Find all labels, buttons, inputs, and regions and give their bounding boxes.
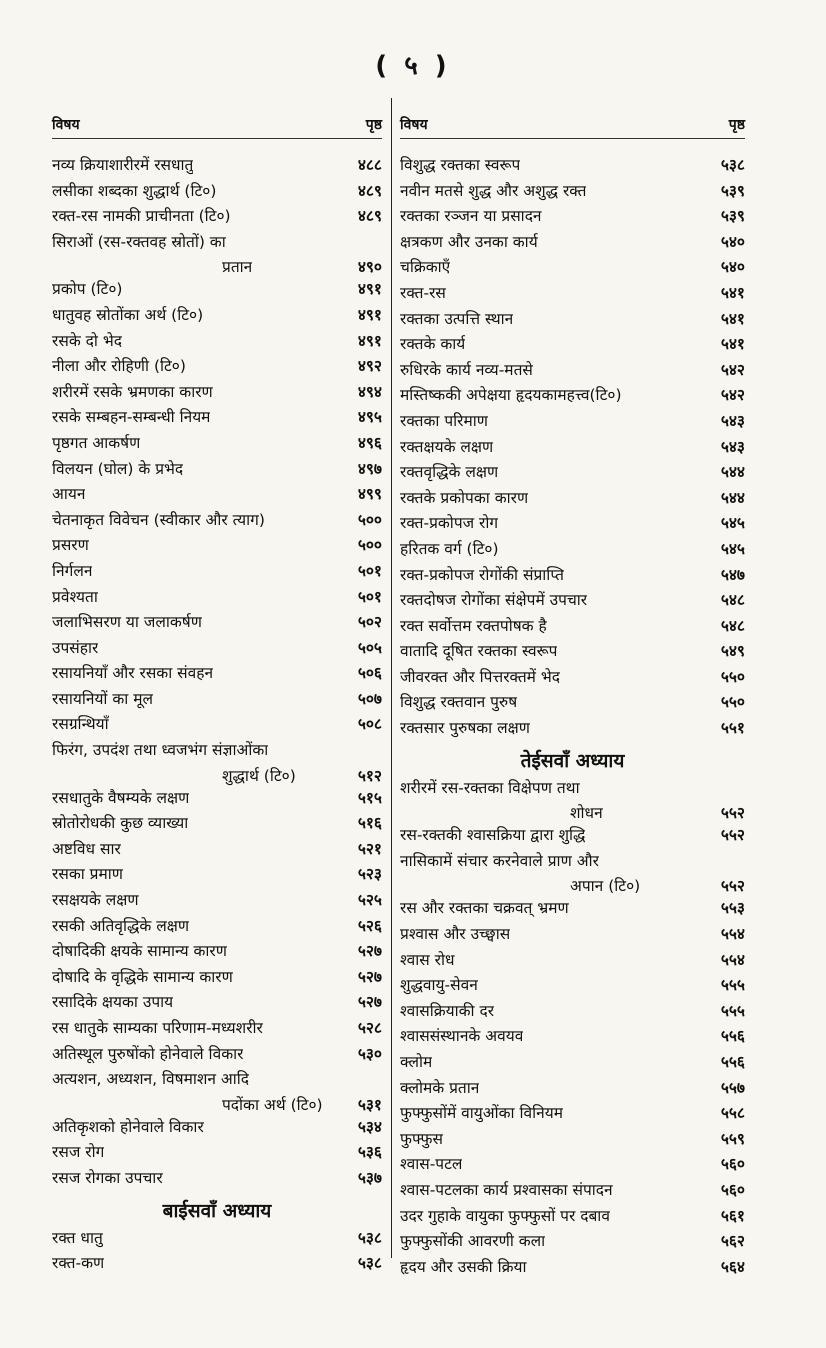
toc-entry-page: ५५३ xyxy=(720,899,745,918)
toc-entry-title: जीवरक्त और पित्तरक्तमें भेद xyxy=(400,667,561,686)
toc-entry-page: ५१५ xyxy=(357,788,382,807)
toc-entry-page: ५३९ xyxy=(720,181,745,200)
toc-entry xyxy=(52,738,382,764)
toc-entry xyxy=(400,874,745,896)
toc-entry xyxy=(400,1204,745,1230)
toc-entry-page: ५५० xyxy=(720,693,745,712)
toc-entry-page: ४९५ xyxy=(357,408,382,427)
toc-entry-title: रसका प्रमाण xyxy=(52,865,123,884)
toc-entry xyxy=(400,537,745,563)
toc-entry-title: रक्तसार पुरुषका लक्षण xyxy=(400,719,530,738)
toc-entry-title: रक्तका उत्पत्ति स्थान xyxy=(400,309,514,328)
toc-entry-title: रस-रक्तकी श्वासक्रिया द्वारा शुद्धि xyxy=(400,826,586,845)
toc-entry-page: ४९१ xyxy=(357,331,382,350)
toc-entry-page: ५५४ xyxy=(720,950,745,969)
toc-entry-title: फुफ्फुसोंमें वायुओंका विनियम xyxy=(400,1104,563,1123)
toc-entry-title: फुफ्फुस xyxy=(400,1129,443,1148)
toc-entry xyxy=(400,460,745,486)
toc-entry-title: श्वास रोध xyxy=(400,950,455,969)
toc-entry xyxy=(400,1101,745,1127)
toc-entry xyxy=(52,888,382,914)
toc-entry-title: रक्तके कार्य xyxy=(400,335,466,354)
toc-entry xyxy=(400,665,745,691)
toc-entry xyxy=(52,482,382,508)
toc-entry-page: ५०२ xyxy=(357,613,382,632)
toc-entry-title: रक्तक्षयके लक्षण xyxy=(400,437,494,456)
toc-entry xyxy=(52,255,382,277)
chapter-heading: तेईसवाँ अध्याय xyxy=(520,749,625,772)
toc-entry-page: ५३४ xyxy=(357,1117,382,1136)
toc-entry-title: रक्त-प्रकोपज रोग xyxy=(400,514,499,533)
toc-entry-page: ५३८ xyxy=(720,156,745,174)
toc-entry-page: ५६१ xyxy=(720,1206,745,1225)
toc-entry-title: फिरंग, उपदंश तथा ध्वजभंग संज्ञाओंका xyxy=(52,741,269,760)
toc-entry-title: शरीरमें रस-रक्तका विक्षेपण तथा xyxy=(400,778,580,797)
toc-entry xyxy=(400,332,745,358)
toc-entry xyxy=(52,811,382,837)
toc-entry xyxy=(400,849,745,875)
toc-entry xyxy=(52,862,382,888)
toc-entry-page: ५५५ xyxy=(720,1001,745,1020)
toc-entry-page: ५४५ xyxy=(720,539,745,558)
toc-entry-page: ५०८ xyxy=(357,715,382,734)
toc-entry xyxy=(52,939,382,965)
toc-entry xyxy=(52,405,382,431)
toc-entry-page: ५४१ xyxy=(720,309,745,328)
toc-entry-title: सिराओं (रस-रक्तवह स्रोतों) का xyxy=(52,232,226,251)
toc-entry xyxy=(400,973,745,999)
toc-entry-title: शरीरमें रसके भ्रमणका कारण xyxy=(52,382,213,401)
toc-entry xyxy=(52,457,382,483)
toc-entry xyxy=(52,1140,382,1166)
toc-entry-title: प्रतान xyxy=(222,258,253,277)
toc-entry-title: नव्य क्रियाशारीरमें रसधातु xyxy=(52,156,194,174)
toc-entry-title: रक्त धातु xyxy=(52,1228,103,1247)
toc-entry-title: रक्तके प्रकोपका कारण xyxy=(400,488,529,507)
toc-entry xyxy=(400,776,745,802)
toc-entry xyxy=(52,354,382,380)
toc-entry-page: ५४४ xyxy=(720,463,745,482)
toc-entry-title: रक्तका परिमाण xyxy=(400,411,488,430)
toc-entry-page: ५४० xyxy=(720,258,745,277)
toc-entry xyxy=(400,639,745,665)
toc-entry-title: श्वाससंस्थानके अवयव xyxy=(400,1027,524,1046)
toc-entry xyxy=(400,1229,745,1255)
toc-entry xyxy=(400,1024,745,1050)
toc-entry-title: रसधातुके वैषम्यके लक्षण xyxy=(52,788,190,807)
chapter-heading: बाईसवाँ अध्याय xyxy=(162,1199,272,1222)
toc-entry-page: ५४१ xyxy=(720,335,745,354)
toc-entry-title: रसके सम्बहन-सम्बन्धी नियम xyxy=(52,408,211,427)
toc-entry-title: हृदय और उसकी क्रिया xyxy=(400,1257,527,1276)
toc-entry-title: रसज रोगका उपचार xyxy=(52,1168,163,1187)
toc-entry-title: दोषादि के वृद्धिके सामान्य कारण xyxy=(52,967,233,986)
toc-entry xyxy=(400,1127,745,1153)
toc-entry-title: रस धातुके साम्यका परिणाम-मध्यशरीर xyxy=(52,1019,263,1037)
toc-entry xyxy=(400,1152,745,1178)
toc-entry-title: पृष्ठगत आकर्षण xyxy=(52,433,141,452)
toc-entry xyxy=(52,585,382,611)
toc-entry-title: रुधिरके कार्य नव्य-मतसे xyxy=(400,360,533,379)
toc-entry-page: ५०६ xyxy=(357,664,382,683)
toc-entry-title: श्वास-पटल xyxy=(400,1155,463,1174)
toc-entry-title: रसज रोग xyxy=(52,1143,105,1162)
toc-entry-page: ५५१ xyxy=(720,719,745,738)
toc-entry xyxy=(52,153,382,179)
toc-entry-title: रसकी अतिवृद्धिके लक्षण xyxy=(52,916,190,935)
toc-entry-title: शुद्धार्थ (टि०) xyxy=(222,766,296,785)
toc-entry-title: विशुद्ध रक्तका स्वरूप xyxy=(400,156,521,174)
toc-entry-title: स्रोतोरोधकी कुछ व्याख्या xyxy=(52,814,189,833)
toc-entry-page: ४९१ xyxy=(357,280,382,299)
right-chapter-entry-list xyxy=(400,776,745,1281)
toc-entry xyxy=(400,801,745,823)
toc-entry-page: ५०१ xyxy=(357,587,382,606)
toc-entry-page: ४९१ xyxy=(357,305,382,324)
toc-entry xyxy=(52,1226,382,1252)
toc-entry xyxy=(52,179,382,205)
toc-entry-title: रसक्षयके लक्षण xyxy=(52,891,139,910)
toc-entry-page: ५५७ xyxy=(720,1078,745,1097)
toc-entry-page: ५४७ xyxy=(720,565,745,584)
toc-entry-title: चक्रिकाएँ xyxy=(400,258,451,277)
toc-entry xyxy=(400,153,745,179)
toc-entry-title: श्वास-पटलका कार्य प्रश्वासका संपादन xyxy=(400,1180,613,1199)
toc-entry xyxy=(400,255,745,281)
toc-entry xyxy=(400,358,745,384)
toc-entry-title: लसीका शब्दका शुद्धार्थ (टि०) xyxy=(52,181,217,200)
toc-entry-page: ५६० xyxy=(720,1155,745,1174)
toc-entry-title: वातादि दूषित रक्तका स्वरूप xyxy=(400,642,558,661)
toc-entry-title: नासिकामें संचार करनेवाले प्राण और xyxy=(400,851,599,870)
left-column-header xyxy=(52,100,382,139)
toc-entry-page: ५५४ xyxy=(720,925,745,944)
toc-entry xyxy=(52,965,382,991)
toc-entry xyxy=(52,1093,382,1115)
toc-entry xyxy=(400,230,745,256)
toc-entry xyxy=(52,636,382,662)
toc-entry-page: ५०५ xyxy=(357,638,382,657)
column-divider xyxy=(391,98,392,1258)
toc-entry-title: विशुद्ध रक्तवान पुरुष xyxy=(400,693,518,712)
toc-entry-title: विलयन (घोल) के प्रभेद xyxy=(52,459,184,478)
toc-entry xyxy=(52,914,382,940)
toc-entry-page: ४८९ xyxy=(357,207,382,226)
toc-entry-page: ५२७ xyxy=(357,942,382,961)
toc-entry xyxy=(52,329,382,355)
toc-entry xyxy=(52,764,382,786)
toc-entry-title: रक्त-प्रकोपज रोगोंकी संप्राप्ति xyxy=(400,565,564,584)
left-column xyxy=(52,100,382,1277)
toc-entry xyxy=(400,1076,745,1102)
toc-entry-title: हरितक वर्ग (टि०) xyxy=(400,539,499,558)
toc-entry-page: ५१२ xyxy=(357,766,382,785)
toc-entry xyxy=(52,837,382,863)
toc-entry-page: ४९४ xyxy=(357,382,382,401)
toc-entry xyxy=(400,563,745,589)
toc-entry-page: ५४४ xyxy=(720,488,745,507)
page-heading: पृष्ठ xyxy=(365,117,382,133)
toc-entry-page: ५५८ xyxy=(720,1104,745,1123)
toc-entry-page: ५५९ xyxy=(720,1129,745,1148)
toc-entry-page: ५४३ xyxy=(720,411,745,430)
toc-entry-title: जलाभिसरण या जलाकर्षण xyxy=(52,613,202,632)
toc-entry xyxy=(400,948,745,974)
toc-entry xyxy=(52,277,382,303)
toc-entry-page: ५४१ xyxy=(720,283,745,302)
toc-entry-page: ५४८ xyxy=(720,616,745,635)
toc-entry xyxy=(400,409,745,435)
toc-entry xyxy=(400,716,745,742)
right-column-header xyxy=(400,100,745,139)
toc-entry-title: रसादिके क्षयका उपाय xyxy=(52,993,174,1012)
toc-entry-page: ५५२ xyxy=(720,877,745,896)
toc-entry-title: नीला और रोहिणी (टि०) xyxy=(52,357,186,376)
toc-entry-page: ५२७ xyxy=(357,967,382,986)
toc-entry-page: ५५६ xyxy=(720,1053,745,1071)
right-entry-list xyxy=(400,153,745,742)
toc-entry-page: ५०७ xyxy=(357,689,382,708)
toc-entry-title: शुद्धवायु-सेवन xyxy=(400,976,478,995)
toc-entry-page: ४९७ xyxy=(357,459,382,478)
toc-entry-page: ५५२ xyxy=(720,804,745,823)
toc-entry-page: ५३८ xyxy=(357,1254,382,1273)
toc-entry xyxy=(52,380,382,406)
toc-entry-title: अत्यशन, अध्यशन, विषमाशन आदि xyxy=(52,1070,250,1089)
toc-entry-page: ५४५ xyxy=(720,514,745,533)
toc-entry xyxy=(400,823,745,849)
toc-entry xyxy=(52,508,382,534)
toc-entry xyxy=(52,1251,382,1277)
toc-entry-page: ५३६ xyxy=(357,1143,382,1162)
toc-entry-title: रक्तदोषज रोगोंका संक्षेपमें उपचार xyxy=(400,591,588,610)
toc-entry xyxy=(400,383,745,409)
toc-entry-title: उपसंहार xyxy=(52,638,99,657)
toc-entry xyxy=(400,486,745,512)
toc-entry-title: रक्त-रस नामकी प्राचीनता (टि०) xyxy=(52,207,231,226)
toc-entry-title: चेतनाकृत विवेचन (स्वीकार और त्याग) xyxy=(52,510,265,529)
toc-entry-page: ५४९ xyxy=(720,642,745,661)
toc-entry xyxy=(52,712,382,738)
toc-entry-title: प्रश्वास और उच्छ्वास xyxy=(400,925,511,944)
toc-entry-page: ५२७ xyxy=(357,993,382,1012)
toc-entry-page: ५२३ xyxy=(357,865,382,884)
toc-entry xyxy=(400,307,745,333)
toc-entry xyxy=(52,687,382,713)
toc-entry xyxy=(52,1166,382,1192)
toc-entry xyxy=(52,610,382,636)
toc-entry-title: श्वासक्रियाकी दर xyxy=(400,1001,495,1020)
toc-entry-title: शोधन xyxy=(570,804,603,823)
toc-entry xyxy=(400,179,745,205)
toc-entry xyxy=(400,690,745,716)
toc-entry-title: नवीन मतसे शुद्ध और अशुद्ध रक्त xyxy=(400,181,587,200)
toc-entry xyxy=(400,511,745,537)
toc-entry-title: रक्त सर्वोत्तम रक्तपोषक है xyxy=(400,616,547,635)
toc-entry xyxy=(52,431,382,457)
toc-entry-page: ५०१ xyxy=(357,561,382,580)
toc-entry xyxy=(400,614,745,640)
toc-entry-page: ५२५ xyxy=(357,891,382,910)
toc-entry xyxy=(52,1115,382,1141)
toc-entry xyxy=(52,204,382,230)
toc-entry-page: ४९२ xyxy=(357,357,382,376)
toc-entry-page: ५४३ xyxy=(720,437,745,456)
toc-entry-page: ५३० xyxy=(357,1044,382,1063)
toc-entry xyxy=(400,435,745,461)
toc-entry-page: ५३९ xyxy=(720,207,745,226)
toc-entry-page: ५४० xyxy=(720,232,745,251)
toc-entry-title: आयन xyxy=(52,485,86,504)
toc-entry-title: दोषादिकी क्षयके सामान्य कारण xyxy=(52,942,227,961)
toc-entry-page: ५२१ xyxy=(357,839,382,858)
toc-entry-title: रसके दो भेद xyxy=(52,331,122,350)
toc-entry-title: रक्तवृद्धिके लक्षण xyxy=(400,463,499,482)
toc-entry-title: निर्गलन xyxy=(52,561,93,580)
toc-entry xyxy=(400,896,745,922)
right-column xyxy=(400,100,745,1280)
toc-entry-title: रसायनियाँ और रसका संवहन xyxy=(52,664,214,683)
toc-entry-title: फुफ्फुसोंकी आवरणी कला xyxy=(400,1232,546,1251)
toc-entry-title: धातुवह स्रोतोंका अर्थ (टि०) xyxy=(52,305,204,324)
toc-entry-page: ५४२ xyxy=(720,360,745,379)
toc-entry-title: रस और रक्तका चक्रवत् भ्रमण xyxy=(400,899,569,918)
toc-entry-title: अतिकृशको होनेवाले विकार xyxy=(52,1117,204,1136)
toc-entry-title: रक्तका रञ्जन या प्रसादन xyxy=(400,207,542,226)
toc-entry-title: मस्तिष्ककी अपेक्षया हृदयकामहत्त्व(टि०) xyxy=(400,386,622,405)
toc-entry xyxy=(52,1016,382,1042)
toc-entry-page: ५३८ xyxy=(357,1228,382,1247)
toc-entry-page: ५५२ xyxy=(720,826,745,845)
toc-entry xyxy=(400,1178,745,1204)
toc-entry-page: ५०० xyxy=(357,536,382,555)
toc-entry-page: ५२८ xyxy=(357,1019,382,1037)
toc-entry-page: ५३७ xyxy=(357,1168,382,1187)
toc-entry-page: ४९६ xyxy=(357,433,382,452)
toc-entry-title: पदोंका अर्थ (टि०) xyxy=(222,1095,323,1114)
toc-entry-page: ४८८ xyxy=(357,156,382,174)
toc-entry-title: क्षत्रकण और उनका कार्य xyxy=(400,232,538,251)
toc-entry xyxy=(400,204,745,230)
toc-entry-title: प्रवेश्यता xyxy=(52,587,98,606)
toc-entry-title: रसायनियों का मूल xyxy=(52,689,153,708)
toc-entry xyxy=(52,303,382,329)
page-heading: पृष्ठ xyxy=(728,117,745,133)
toc-entry-page: ५६२ xyxy=(720,1232,745,1251)
toc-entry-title: अष्टविध सार xyxy=(52,839,121,858)
page-number: ( ५ ) xyxy=(375,51,451,81)
toc-entry-title: अतिस्थूल पुरुषोंको होनेवाले विकार xyxy=(52,1044,244,1063)
toc-entry xyxy=(52,533,382,559)
toc-entry-title: क्लोम xyxy=(400,1053,433,1071)
toc-entry-page: ५६४ xyxy=(720,1257,745,1276)
toc-entry-page: ५५६ xyxy=(720,1027,745,1046)
toc-entry-page: ४९९ xyxy=(357,485,382,504)
toc-entry-page: ५६० xyxy=(720,1180,745,1199)
toc-entry xyxy=(400,588,745,614)
toc-entry xyxy=(52,230,382,256)
toc-entry xyxy=(52,559,382,585)
toc-entry-page: ४९० xyxy=(357,258,382,277)
toc-entry xyxy=(400,1050,745,1076)
left-entry-list xyxy=(52,153,382,1192)
toc-entry-title: अपान (टि०) xyxy=(570,877,641,896)
toc-entry xyxy=(52,786,382,812)
toc-entry xyxy=(52,661,382,687)
toc-entry-title: रसग्रन्थियाँ xyxy=(52,715,109,734)
subject-heading: विषय xyxy=(400,117,428,133)
toc-entry xyxy=(52,1067,382,1093)
toc-entry xyxy=(400,922,745,948)
toc-entry-page: ५२६ xyxy=(357,916,382,935)
toc-entry-page: ५५५ xyxy=(720,976,745,995)
toc-entry-page: ५३१ xyxy=(357,1095,382,1114)
toc-entry-title: क्लोमके प्रतान xyxy=(400,1078,480,1097)
toc-entry-page: ५४२ xyxy=(720,386,745,405)
toc-entry-page: ५४८ xyxy=(720,591,745,610)
toc-entry-title: प्रसरण xyxy=(52,536,89,555)
toc-entry-title: रक्त-कण xyxy=(52,1254,105,1273)
toc-entry xyxy=(52,990,382,1016)
toc-entry-page: ४८९ xyxy=(357,181,382,200)
toc-entry-page: ५०० xyxy=(357,510,382,529)
toc-entry xyxy=(52,1042,382,1068)
toc-entry-page: ५५० xyxy=(720,667,745,686)
toc-entry-title: उदर गुहाके वायुका फुफ्फुसों पर दबाव xyxy=(400,1206,610,1225)
toc-entry xyxy=(400,281,745,307)
left-chapter-entry-list xyxy=(52,1226,382,1277)
toc-entry-title: रक्त-रस xyxy=(400,283,446,302)
toc-entry xyxy=(400,999,745,1025)
toc-entry-page: ५१६ xyxy=(357,814,382,833)
toc-entry xyxy=(400,1255,745,1281)
subject-heading: विषय xyxy=(52,117,80,133)
toc-entry-title: प्रकोप (टि०) xyxy=(52,280,123,299)
